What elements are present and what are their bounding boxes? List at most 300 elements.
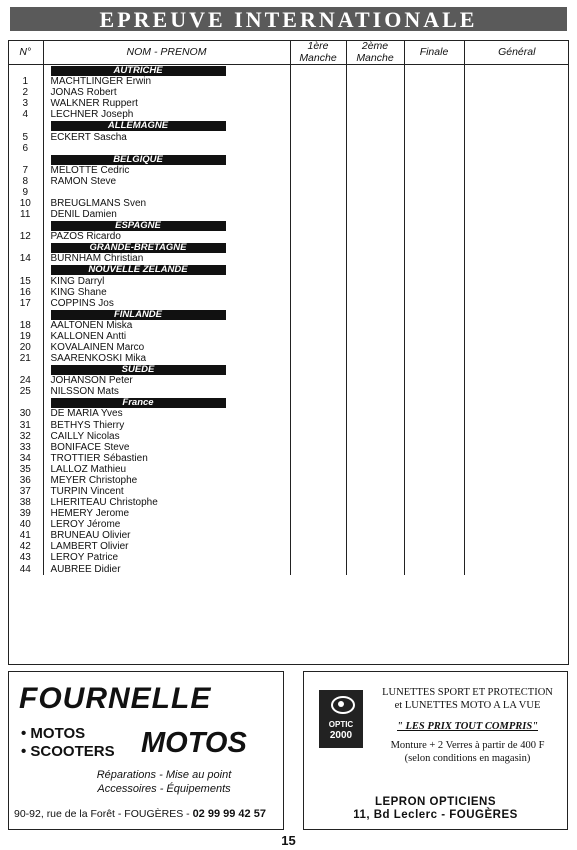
nation-header: NOUVELLE ZELANDE — [51, 265, 226, 275]
final-cell — [404, 475, 464, 486]
col-header-number: N° — [8, 40, 43, 65]
rider-number: 8 — [22, 175, 29, 187]
rider-name: LECHNER Joseph — [43, 109, 290, 120]
number-cell — [8, 65, 43, 77]
round2-cell — [346, 475, 404, 486]
rider-row — [8, 453, 569, 464]
nation-cell — [43, 309, 290, 320]
rider-row — [8, 541, 569, 552]
number-cell — [8, 397, 43, 408]
round1-cell — [290, 486, 346, 497]
round2-cell — [346, 453, 404, 464]
general-cell — [464, 120, 569, 131]
general-cell — [464, 331, 569, 342]
rider-row — [8, 486, 569, 497]
rider-number: 17 — [19, 297, 31, 309]
round2-cell — [346, 287, 404, 298]
rider-name: ECKERT Sascha — [43, 131, 290, 142]
round2-cell — [346, 397, 404, 408]
round2-cell — [346, 408, 404, 419]
round1-cell — [290, 298, 346, 309]
rider-number: 24 — [19, 375, 31, 387]
final-cell — [404, 275, 464, 286]
nation-row — [8, 264, 569, 275]
round1-cell — [290, 364, 346, 375]
rider-row — [8, 231, 569, 242]
optic-slogan: " LES PRIX TOUT COMPRIS" — [397, 721, 538, 732]
rider-name: BETHYS Thierry — [43, 420, 290, 431]
rider-name: MEYER Christophe — [43, 475, 290, 486]
general-cell — [464, 98, 569, 109]
final-cell — [404, 442, 464, 453]
nation-row — [8, 154, 569, 165]
round1-cell — [290, 209, 346, 220]
rider-name: MELOTTE Cedric — [43, 165, 290, 176]
rider-number: 16 — [19, 286, 31, 298]
final-cell — [404, 431, 464, 442]
general-cell — [464, 552, 569, 563]
rider-row — [8, 342, 569, 353]
round1-cell — [290, 552, 346, 563]
final-cell — [404, 541, 464, 552]
col-header-final: Finale — [404, 40, 464, 65]
round2-cell — [346, 530, 404, 541]
round2-cell — [346, 275, 404, 286]
general-cell — [464, 320, 569, 331]
general-cell — [464, 397, 569, 408]
round1-cell — [290, 386, 346, 397]
final-cell — [404, 564, 464, 575]
final-cell — [404, 309, 464, 320]
general-cell — [464, 109, 569, 120]
final-cell — [404, 198, 464, 209]
rider-number: 39 — [19, 508, 31, 520]
round2-cell — [346, 120, 404, 131]
rider-name: KING Darryl — [43, 275, 290, 286]
round1-cell — [290, 530, 346, 541]
round2-cell — [346, 187, 404, 198]
round2-cell — [346, 242, 404, 253]
col-header-round2: 2ème Manche — [346, 40, 404, 65]
final-cell — [404, 342, 464, 353]
col-header-name: NOM - PRENOM — [43, 40, 290, 65]
col-header-round1: 1ère Manche — [290, 40, 346, 65]
rider-row — [8, 420, 569, 431]
general-cell — [464, 386, 569, 397]
rider-name: LALLOZ Mathieu — [43, 464, 290, 475]
final-cell — [404, 375, 464, 386]
rider-name: NILSSON Mats — [43, 386, 290, 397]
rider-row — [8, 564, 569, 575]
rider-name: LEROY Jérome — [43, 519, 290, 530]
round1-cell — [290, 176, 346, 187]
rider-row — [8, 353, 569, 364]
rider-name: BURNHAM Christian — [43, 253, 290, 264]
rider-number: 31 — [19, 419, 31, 431]
round1-cell — [290, 408, 346, 419]
rider-name: CAILLY Nicolas — [43, 431, 290, 442]
round2-cell — [346, 486, 404, 497]
round2-cell — [346, 131, 404, 142]
final-cell — [404, 408, 464, 419]
fournelle-brand: FOURNELLE — [19, 682, 212, 715]
round2-cell — [346, 76, 404, 87]
round2-cell — [346, 109, 404, 120]
fournelle-services — [49, 768, 279, 796]
final-cell — [404, 65, 464, 77]
round1-cell — [290, 564, 346, 575]
rider-name: DENIL Damien — [43, 209, 290, 220]
round1-cell — [290, 519, 346, 530]
nation-header: GRANDE-BRETAGNE — [51, 243, 226, 253]
rider-row — [8, 98, 569, 109]
number-cell — [8, 120, 43, 131]
nation-cell — [43, 397, 290, 408]
round1-cell — [290, 342, 346, 353]
round1-cell — [290, 143, 346, 154]
final-cell — [404, 154, 464, 165]
round2-cell — [346, 564, 404, 575]
round2-cell — [346, 420, 404, 431]
rider-number: 20 — [19, 341, 31, 353]
general-cell — [464, 264, 569, 275]
rider-row — [8, 165, 569, 176]
general-cell — [464, 497, 569, 508]
rider-name: LHERITEAU Christophe — [43, 497, 290, 508]
final-cell — [404, 397, 464, 408]
general-cell — [464, 508, 569, 519]
pupil-icon — [338, 701, 344, 707]
final-cell — [404, 76, 464, 87]
table-header-row — [8, 40, 569, 65]
rider-number: 4 — [22, 109, 29, 121]
rider-row — [8, 331, 569, 342]
rider-number: 14 — [19, 253, 31, 265]
general-cell — [464, 442, 569, 453]
round2-cell — [346, 364, 404, 375]
rider-name: PAZOS Ricardo — [43, 231, 290, 242]
rider-number: 3 — [22, 98, 29, 110]
round2-cell — [346, 342, 404, 353]
nation-row — [8, 220, 569, 231]
fournelle-ad — [8, 671, 284, 830]
final-cell — [404, 165, 464, 176]
nation-row — [8, 364, 569, 375]
round1-cell — [290, 187, 346, 198]
rider-row — [8, 87, 569, 98]
rider-number: 21 — [19, 353, 31, 365]
nation-cell — [43, 242, 290, 253]
optic-logo-number: 2000 — [329, 730, 353, 741]
rider-number: 6 — [22, 142, 29, 154]
final-cell — [404, 530, 464, 541]
round1-cell — [290, 320, 346, 331]
rider-name: BREUGLMANS Sven — [43, 198, 290, 209]
general-cell — [464, 198, 569, 209]
final-cell — [404, 464, 464, 475]
round2-cell — [346, 143, 404, 154]
page-number: 15 — [281, 833, 296, 848]
rider-row — [8, 442, 569, 453]
final-cell — [404, 143, 464, 154]
rider-name: JOHANSON Peter — [43, 375, 290, 386]
round1-cell — [290, 541, 346, 552]
rider-number: 32 — [19, 430, 31, 442]
general-cell — [464, 431, 569, 442]
round2-cell — [346, 497, 404, 508]
round2-cell — [346, 431, 404, 442]
final-cell — [404, 420, 464, 431]
round1-cell — [290, 242, 346, 253]
optic-offer: Monture + 2 Verres à partir de 400 F — [390, 740, 545, 751]
general-cell — [464, 187, 569, 198]
rider-name: COPPINS Jos — [43, 298, 290, 309]
general-cell — [464, 65, 569, 77]
round1-cell — [290, 120, 346, 131]
rider-number: 34 — [19, 452, 31, 464]
rider-number: 11 — [20, 209, 31, 221]
fournelle-items — [21, 725, 115, 761]
rider-name: RAMON Steve — [43, 176, 290, 187]
rider-row — [8, 131, 569, 142]
general-cell — [464, 364, 569, 375]
optic-conditions: (selon conditions en magasin) — [404, 753, 531, 764]
round1-cell — [290, 87, 346, 98]
round1-cell — [290, 275, 346, 286]
rider-name: AALTONEN Miska — [43, 320, 290, 331]
general-cell — [464, 143, 569, 154]
general-cell — [464, 176, 569, 187]
number-cell — [8, 309, 43, 320]
nation-header: ESPAGNE — [51, 221, 226, 231]
general-cell — [464, 165, 569, 176]
rider-name: KALLONEN Antti — [43, 331, 290, 342]
rider-row — [8, 519, 569, 530]
round2-cell — [346, 353, 404, 364]
rider-number: 7 — [22, 164, 29, 176]
rider-number: 33 — [19, 441, 31, 453]
general-cell — [464, 76, 569, 87]
final-cell — [404, 242, 464, 253]
rider-number: 25 — [19, 386, 31, 398]
nation-cell — [43, 154, 290, 165]
optic-logo — [319, 690, 363, 748]
rider-row — [8, 464, 569, 475]
general-cell — [464, 486, 569, 497]
rider-row — [8, 552, 569, 563]
round2-cell — [346, 552, 404, 563]
round1-cell — [290, 253, 346, 264]
rider-number: 18 — [19, 319, 31, 331]
round1-cell — [290, 431, 346, 442]
rider-row — [8, 320, 569, 331]
col-header-general: Général — [464, 40, 569, 65]
rider-row — [8, 431, 569, 442]
rider-row — [8, 508, 569, 519]
nation-header: BELGIQUE — [51, 155, 226, 165]
fournelle-address-line — [14, 808, 266, 820]
round2-cell — [346, 298, 404, 309]
nation-header: SUEDE — [51, 365, 226, 375]
final-cell — [404, 131, 464, 142]
final-cell — [404, 453, 464, 464]
round2-cell — [346, 209, 404, 220]
round1-cell — [290, 453, 346, 464]
round1-cell — [290, 464, 346, 475]
general-cell — [464, 154, 569, 165]
rider-row — [8, 475, 569, 486]
round2-cell — [346, 508, 404, 519]
rider-number: 1 — [22, 76, 29, 88]
nation-header: ALLEMAGNE — [51, 121, 226, 131]
results-table — [8, 40, 569, 575]
round2-cell — [346, 331, 404, 342]
round1-cell — [290, 309, 346, 320]
final-cell — [404, 364, 464, 375]
rider-number: 42 — [19, 541, 31, 553]
nation-row — [8, 397, 569, 408]
round2-cell — [346, 220, 404, 231]
rider-row — [8, 530, 569, 541]
round1-cell — [290, 76, 346, 87]
rider-number: 10 — [19, 197, 31, 209]
round1-cell — [290, 231, 346, 242]
general-cell — [464, 275, 569, 286]
nation-cell — [43, 364, 290, 375]
nation-cell — [43, 264, 290, 275]
rider-row — [8, 209, 569, 220]
rider-row — [8, 375, 569, 386]
rider-name — [43, 187, 290, 198]
general-cell — [464, 253, 569, 264]
final-cell — [404, 486, 464, 497]
rider-row — [8, 298, 569, 309]
round1-cell — [290, 420, 346, 431]
final-cell — [404, 264, 464, 275]
nation-header: AUTRICHE — [51, 66, 226, 76]
round2-cell — [346, 264, 404, 275]
nation-row — [8, 242, 569, 253]
rider-number: 43 — [19, 552, 31, 564]
round1-cell — [290, 353, 346, 364]
general-cell — [464, 464, 569, 475]
optic-line2: et LUNETTES MOTO A LA VUE — [394, 700, 541, 711]
round1-cell — [290, 508, 346, 519]
general-cell — [464, 231, 569, 242]
final-cell — [404, 298, 464, 309]
general-cell — [464, 420, 569, 431]
general-cell — [464, 209, 569, 220]
rider-row — [8, 143, 569, 154]
rider-number: 44 — [19, 563, 31, 575]
rider-row — [8, 176, 569, 187]
fournelle-phone: 02 99 99 42 57 — [192, 808, 266, 820]
number-cell — [8, 220, 43, 231]
optic-text — [370, 686, 565, 765]
fournelle-service-1: Réparations - Mise au point — [96, 769, 232, 781]
optic-store-address: 11, Bd Leclerc - FOUGÈRES — [353, 809, 518, 821]
general-cell — [464, 375, 569, 386]
rider-row — [8, 408, 569, 419]
rider-row — [8, 76, 569, 87]
rider-name: SAARENKOSKI Mika — [43, 353, 290, 364]
final-cell — [404, 353, 464, 364]
rider-row — [8, 287, 569, 298]
round1-cell — [290, 165, 346, 176]
round1-cell — [290, 287, 346, 298]
number-cell — [8, 242, 43, 253]
final-cell — [404, 497, 464, 508]
fournelle-service-2: Accessoires - Équipements — [97, 783, 231, 795]
rider-row — [8, 497, 569, 508]
final-cell — [404, 508, 464, 519]
rider-name — [43, 143, 290, 154]
final-cell — [404, 209, 464, 220]
rider-name: WALKNER Ruppert — [43, 98, 290, 109]
rider-number: 41 — [19, 530, 31, 542]
final-cell — [404, 187, 464, 198]
optic-logo-text: OPTIC — [328, 720, 354, 729]
results-body — [8, 65, 569, 575]
final-cell — [404, 231, 464, 242]
round1-cell — [290, 375, 346, 386]
final-cell — [404, 120, 464, 131]
rider-name: KOVALAINEN Marco — [43, 342, 290, 353]
general-cell — [464, 287, 569, 298]
nation-cell — [43, 120, 290, 131]
general-cell — [464, 530, 569, 541]
general-cell — [464, 87, 569, 98]
round1-cell — [290, 65, 346, 77]
rider-row — [8, 386, 569, 397]
round2-cell — [346, 176, 404, 187]
general-cell — [464, 408, 569, 419]
rider-name: BRUNEAU Olivier — [43, 530, 290, 541]
rider-row — [8, 253, 569, 264]
nation-header: FINLANDE — [51, 310, 226, 320]
rider-name: BONIFACE Steve — [43, 442, 290, 453]
nation-row — [8, 120, 569, 131]
rider-name: KING Shane — [43, 287, 290, 298]
final-cell — [404, 519, 464, 530]
nation-cell — [43, 220, 290, 231]
number-cell — [8, 264, 43, 275]
final-cell — [404, 220, 464, 231]
rider-number: 9 — [22, 186, 29, 198]
rider-name: TURPIN Vincent — [43, 486, 290, 497]
round2-cell — [346, 442, 404, 453]
round1-cell — [290, 198, 346, 209]
round1-cell — [290, 220, 346, 231]
rider-number: 30 — [19, 408, 31, 420]
fournelle-item-motos: • MOTOS — [21, 725, 86, 742]
round2-cell — [346, 198, 404, 209]
rider-row — [8, 198, 569, 209]
rider-name: JONAS Robert — [43, 87, 290, 98]
general-cell — [464, 298, 569, 309]
final-cell — [404, 386, 464, 397]
final-cell — [404, 320, 464, 331]
rider-name: HEMERY Jerome — [43, 508, 290, 519]
round1-cell — [290, 497, 346, 508]
rider-number: 35 — [19, 463, 31, 475]
final-cell — [404, 552, 464, 563]
fournelle-address: 90-92, rue de la Forêt - FOUGÈRES - — [14, 808, 193, 820]
final-cell — [404, 176, 464, 187]
round2-cell — [346, 464, 404, 475]
round1-cell — [290, 331, 346, 342]
rider-name: LEROY Patrice — [43, 552, 290, 563]
